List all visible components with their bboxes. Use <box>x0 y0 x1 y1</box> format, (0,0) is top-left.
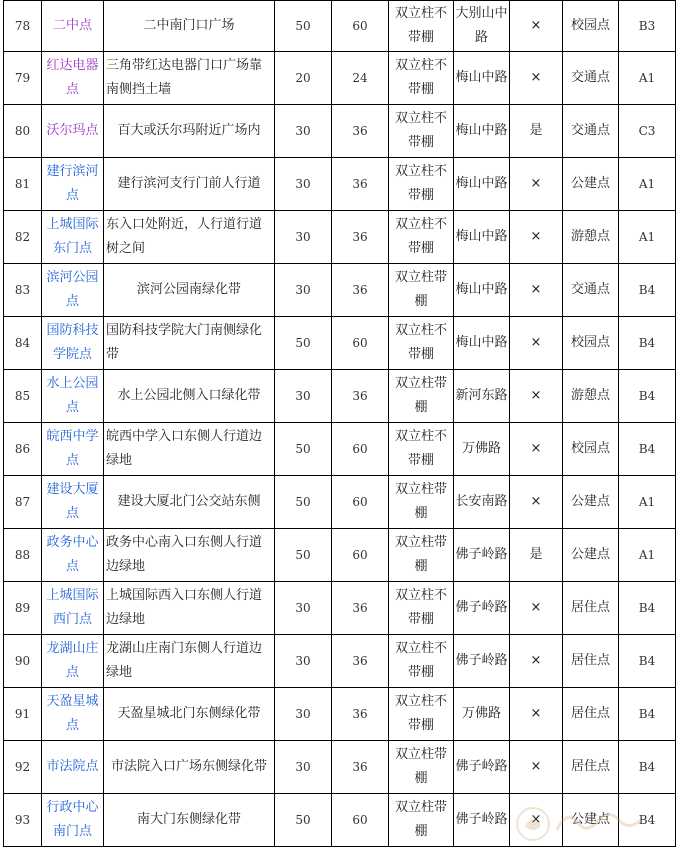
stop-name-link[interactable]: 上城国际西门点 <box>46 588 99 627</box>
category-cell: 校园点 <box>563 317 619 370</box>
flag-cell: × <box>510 1 563 52</box>
road-cell: 梅山中路 <box>454 211 510 264</box>
structure-type-cell: 双立柱不带棚 <box>389 635 454 688</box>
grade-cell: B4 <box>619 370 676 423</box>
road-cell: 梅山中路 <box>454 105 510 158</box>
table-row <box>4 370 676 423</box>
size-b-cell: 36 <box>332 264 389 317</box>
grade-cell: A1 <box>619 529 676 582</box>
structure-type-cell: 双立柱带棚 <box>389 476 454 529</box>
table-row <box>4 529 676 582</box>
grade-cell: B4 <box>619 582 676 635</box>
grade-cell: A1 <box>619 158 676 211</box>
size-a-cell: 50 <box>275 794 332 847</box>
location-cell: 天盈星城北门东侧绿化带 <box>104 688 275 741</box>
category-cell: 公建点 <box>563 794 619 847</box>
stop-name-link[interactable]: 二中点 <box>52 18 92 33</box>
table-row <box>4 105 676 158</box>
size-b-cell: 24 <box>332 52 389 105</box>
grade-cell: B4 <box>619 317 676 370</box>
table-row <box>4 794 676 847</box>
stop-name-link[interactable]: 市法院点 <box>46 759 99 774</box>
location-cell: 滨河公园南绿化带 <box>104 264 275 317</box>
location-cell: 龙湖山庄南门东侧人行道边绿地 <box>104 635 275 688</box>
category-cell: 游憩点 <box>563 211 619 264</box>
grade-cell: A1 <box>619 211 676 264</box>
location-cell: 东入口处附近，人行道行道树之间 <box>104 211 275 264</box>
category-cell: 校园点 <box>563 423 619 476</box>
size-b-cell: 36 <box>332 211 389 264</box>
row-number: 80 <box>4 105 42 158</box>
stop-name-cell <box>42 1 104 52</box>
stop-name-cell <box>42 264 104 317</box>
road-cell: 佛子岭路 <box>454 529 510 582</box>
location-cell: 上城国际西入口东侧人行道边绿地 <box>104 582 275 635</box>
stop-name-link[interactable]: 滨河公园点 <box>46 270 99 309</box>
grade-cell: B4 <box>619 264 676 317</box>
category-cell: 交通点 <box>563 52 619 105</box>
stop-name-cell <box>42 211 104 264</box>
road-cell: 佛子岭路 <box>454 635 510 688</box>
structure-type-cell: 双立柱不带棚 <box>389 688 454 741</box>
stop-name-cell <box>42 476 104 529</box>
row-number: 83 <box>4 264 42 317</box>
row-number: 90 <box>4 635 42 688</box>
size-b-cell: 36 <box>332 688 389 741</box>
road-cell: 梅山中路 <box>454 317 510 370</box>
category-cell: 交通点 <box>563 105 619 158</box>
structure-type-cell: 双立柱带棚 <box>389 370 454 423</box>
table-row <box>4 582 676 635</box>
flag-cell: × <box>510 52 563 105</box>
row-number: 91 <box>4 688 42 741</box>
table-row <box>4 317 676 370</box>
grade-cell: B4 <box>619 635 676 688</box>
stop-name-cell <box>42 741 104 794</box>
table-row <box>4 1 676 52</box>
row-number: 84 <box>4 317 42 370</box>
structure-type-cell: 双立柱不带棚 <box>389 582 454 635</box>
stop-name-link[interactable]: 建设大厦点 <box>46 482 99 521</box>
size-a-cell: 30 <box>275 688 332 741</box>
category-cell: 居住点 <box>563 741 619 794</box>
grade-cell: B4 <box>619 423 676 476</box>
road-cell: 万佛路 <box>454 688 510 741</box>
location-cell: 建设大厦北门公交站东侧 <box>104 476 275 529</box>
table-row <box>4 158 676 211</box>
size-b-cell: 60 <box>332 1 389 52</box>
structure-type-cell: 双立柱不带棚 <box>389 423 454 476</box>
category-cell: 游憩点 <box>563 370 619 423</box>
size-a-cell: 20 <box>275 52 332 105</box>
table-row <box>4 635 676 688</box>
location-cell: 建行滨河支行门前人行道 <box>104 158 275 211</box>
size-a-cell: 50 <box>275 476 332 529</box>
stop-name-link[interactable]: 龙湖山庄点 <box>46 641 99 680</box>
location-cell: 百大或沃尔玛附近广场内 <box>104 105 275 158</box>
road-cell: 梅山中路 <box>454 264 510 317</box>
grade-cell: B4 <box>619 794 676 847</box>
category-cell: 居住点 <box>563 688 619 741</box>
grade-cell: C3 <box>619 105 676 158</box>
row-number: 81 <box>4 158 42 211</box>
size-a-cell: 50 <box>275 1 332 52</box>
row-number: 85 <box>4 370 42 423</box>
size-b-cell: 60 <box>332 317 389 370</box>
category-cell: 公建点 <box>563 476 619 529</box>
road-cell: 佛子岭路 <box>454 582 510 635</box>
size-b-cell: 36 <box>332 582 389 635</box>
size-a-cell: 30 <box>275 370 332 423</box>
structure-type-cell: 双立柱不带棚 <box>389 52 454 105</box>
structure-type-cell: 双立柱不带棚 <box>389 211 454 264</box>
table-row <box>4 741 676 794</box>
size-a-cell: 50 <box>275 423 332 476</box>
size-a-cell: 30 <box>275 158 332 211</box>
stop-name-link[interactable]: 皖西中学点 <box>46 429 99 468</box>
stop-name-cell <box>42 52 104 105</box>
flag-cell: 是 <box>510 529 563 582</box>
flag-cell: × <box>510 264 563 317</box>
stop-name-link[interactable]: 水上公园点 <box>46 376 99 415</box>
structure-type-cell: 双立柱带棚 <box>389 741 454 794</box>
structure-type-cell: 双立柱不带棚 <box>389 158 454 211</box>
size-b-cell: 36 <box>332 105 389 158</box>
location-cell: 南大门东侧绿化带 <box>104 794 275 847</box>
road-cell: 长安南路 <box>454 476 510 529</box>
row-number: 86 <box>4 423 42 476</box>
location-cell: 二中南门口广场 <box>104 1 275 52</box>
grade-cell: A1 <box>619 52 676 105</box>
row-number: 92 <box>4 741 42 794</box>
row-number: 89 <box>4 582 42 635</box>
row-number: 88 <box>4 529 42 582</box>
size-a-cell: 30 <box>275 582 332 635</box>
category-cell: 公建点 <box>563 529 619 582</box>
stop-name-link[interactable]: 红达电器点 <box>46 58 99 97</box>
structure-type-cell: 双立柱不带棚 <box>389 317 454 370</box>
size-b-cell: 36 <box>332 635 389 688</box>
stops-table <box>3 0 676 847</box>
stop-name-cell <box>42 635 104 688</box>
structure-type-cell: 双立柱带棚 <box>389 529 454 582</box>
flag-cell: × <box>510 476 563 529</box>
stop-name-cell <box>42 794 104 847</box>
row-number: 82 <box>4 211 42 264</box>
structure-type-cell: 双立柱不带棚 <box>389 105 454 158</box>
size-b-cell: 36 <box>332 370 389 423</box>
flag-cell: × <box>510 317 563 370</box>
stop-name-link[interactable]: 政务中心点 <box>46 535 99 574</box>
road-cell: 梅山中路 <box>454 52 510 105</box>
row-number: 93 <box>4 794 42 847</box>
category-cell: 公建点 <box>563 158 619 211</box>
category-cell: 交通点 <box>563 264 619 317</box>
table-row <box>4 264 676 317</box>
table-body <box>4 1 676 847</box>
flag-cell: × <box>510 370 563 423</box>
stop-name-link[interactable]: 国防科技学院点 <box>46 323 99 362</box>
row-number: 87 <box>4 476 42 529</box>
size-a-cell: 50 <box>275 529 332 582</box>
location-cell: 水上公园北侧入口绿化带 <box>104 370 275 423</box>
size-b-cell: 60 <box>332 423 389 476</box>
table-row <box>4 688 676 741</box>
stop-name-link[interactable]: 行政中心南门点 <box>46 800 99 839</box>
stop-name-cell <box>42 529 104 582</box>
grade-cell: A1 <box>619 476 676 529</box>
flag-cell: × <box>510 741 563 794</box>
stop-name-cell <box>42 582 104 635</box>
stop-name-cell <box>42 158 104 211</box>
category-cell: 校园点 <box>563 1 619 52</box>
grade-cell: B4 <box>619 688 676 741</box>
flag-cell: × <box>510 688 563 741</box>
table-row <box>4 52 676 105</box>
flag-cell: × <box>510 794 563 847</box>
size-a-cell: 30 <box>275 741 332 794</box>
table-row <box>4 423 676 476</box>
size-b-cell: 60 <box>332 794 389 847</box>
road-cell: 万佛路 <box>454 423 510 476</box>
road-cell: 大别山中路 <box>454 1 510 52</box>
stop-name-link[interactable]: 上城国际东门点 <box>46 217 99 256</box>
size-a-cell: 30 <box>275 105 332 158</box>
row-number: 78 <box>4 1 42 52</box>
structure-type-cell: 双立柱带棚 <box>389 264 454 317</box>
table-row <box>4 211 676 264</box>
location-cell: 政务中心南入口东侧人行道边绿地 <box>104 529 275 582</box>
size-a-cell: 30 <box>275 264 332 317</box>
size-a-cell: 30 <box>275 211 332 264</box>
stop-name-link[interactable]: 沃尔玛点 <box>46 123 99 138</box>
location-cell: 国防科技学院大门南侧绿化带 <box>104 317 275 370</box>
stop-name-cell <box>42 105 104 158</box>
location-cell: 市法院入口广场东侧绿化带 <box>104 741 275 794</box>
category-cell: 居住点 <box>563 582 619 635</box>
road-cell: 新河东路 <box>454 370 510 423</box>
stop-name-cell <box>42 370 104 423</box>
location-cell: 三角带红达电器门口广场靠南侧挡土墙 <box>104 52 275 105</box>
stop-name-cell <box>42 423 104 476</box>
stop-name-link[interactable]: 建行滨河点 <box>46 164 99 203</box>
size-a-cell: 50 <box>275 317 332 370</box>
size-b-cell: 36 <box>332 741 389 794</box>
stop-name-cell <box>42 688 104 741</box>
stop-name-cell <box>42 317 104 370</box>
flag-cell: × <box>510 423 563 476</box>
size-b-cell: 60 <box>332 529 389 582</box>
location-cell: 皖西中学入口东侧人行道边绿地 <box>104 423 275 476</box>
flag-cell: × <box>510 158 563 211</box>
structure-type-cell: 双立柱带棚 <box>389 794 454 847</box>
flag-cell: 是 <box>510 105 563 158</box>
table-row <box>4 476 676 529</box>
structure-type-cell: 双立柱不带棚 <box>389 1 454 52</box>
stop-name-link[interactable]: 天盈星城点 <box>46 694 99 733</box>
size-a-cell: 30 <box>275 635 332 688</box>
size-b-cell: 36 <box>332 158 389 211</box>
flag-cell: × <box>510 582 563 635</box>
flag-cell: × <box>510 211 563 264</box>
grade-cell: B3 <box>619 1 676 52</box>
road-cell: 佛子岭路 <box>454 794 510 847</box>
size-b-cell: 60 <box>332 476 389 529</box>
road-cell: 佛子岭路 <box>454 741 510 794</box>
flag-cell: × <box>510 635 563 688</box>
grade-cell: B4 <box>619 741 676 794</box>
category-cell: 居住点 <box>563 635 619 688</box>
road-cell: 梅山中路 <box>454 158 510 211</box>
row-number: 79 <box>4 52 42 105</box>
